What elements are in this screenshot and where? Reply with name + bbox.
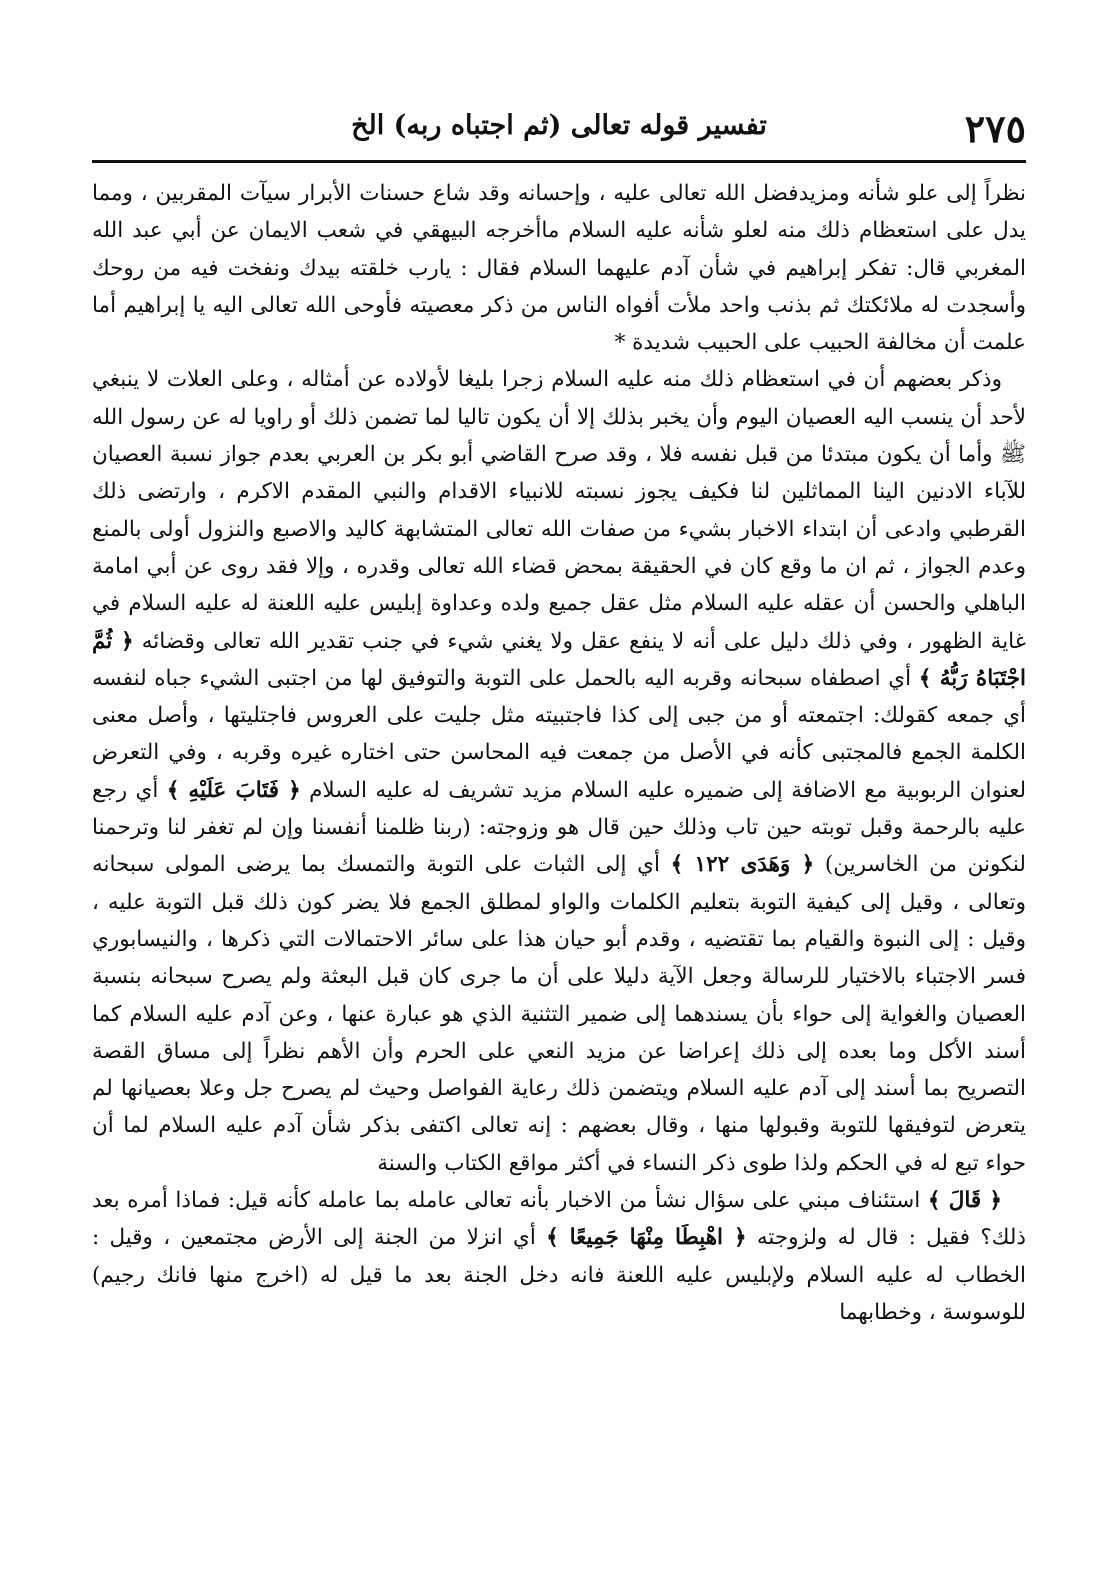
text-run: أي انزلا من الجنة إلى الأرض مجتمعين ، وقيل : الخطاب له عليه السلام ولإبليس عليه اللعنة فانه دخل الجنة بعد ما قيل له (اخرج منها فانك رجيم) للوسوسة ، وخطابهما: [92, 1225, 1026, 1325]
book-page: [92, 96, 1026, 1556]
quran-quote: ﴿ وَهَدَى ١٢٢ ﴾: [670, 852, 815, 878]
page-number: ٢٧٥: [964, 106, 1026, 151]
quran-quote: ﴿ ثُمَّ اجْتَبَاهُ رَبُّهُ ﴾: [92, 628, 1026, 691]
running-title: تفسير قوله تعالى (ثم اجتباه ربه) الخ: [351, 110, 767, 141]
text-run: استئناف مبني على سؤال نشأ من الاخبار بأنه تعالى عامله بما عامله كأنه قيل: فماذا أمره بعد ذلك؟ فقيل : قال له ولزوجته: [92, 1188, 1027, 1251]
text-run: أي رجع عليه بالرحمة وقبل توبته حين تاب وذلك حين قال هو وزوجته: (ربنا ظلمنا أنفسنا وإن لم تغفر لنا وترحمنا لنكونن من الخاسرين): [92, 777, 1026, 878]
paragraph: [92, 175, 1026, 361]
text-run: نظراً إلى علو شأنه ومزيدفضل الله تعالى عليه ، وإحسانه وقد شاع حسنات الأبرار سيآت المقربين ، ومما يدل على استعظام ذلك منه لعلو شأنه عليه السلام ماأخرجه البيهقي في شعب الايمان عن أبي عبد الله المغربي قال: تفكر إبراهيم في شأن آدم عليهما السلام فقال : يارب خلقته بيدك ونفخت فيه من روحك وأسجدت له ملائكتك ثم بذنب واحد ملأت أفواه الناس من ذكر معصيته فأوحى الله تعالى اليه يا إبراهيم أما علمت أن مخالفة الحبيب على الحبيب شديدة *: [92, 181, 1026, 356]
quran-quote: ﴿ قَالَ ﴾: [927, 1188, 1003, 1214]
body-text: [92, 175, 1026, 1331]
quran-quote: ﴿ فَتَابَ عَلَيْهِ ﴾: [166, 777, 301, 803]
text-run: وذكر بعضهم أن في استعظام ذلك منه عليه السلام زجرا بليغا لأولاده عن أمثاله ، وعلى العلات لا ينبغي لأحد أن ينسب اليه العصيان اليوم وأن يخبر بذلك إلا أن يكون تاليا لما تضمن ذلك أو راويا له عن رسول الله ﷺ وأما أن يكون مبتدئا من قبل نفسه فلا ، وقد صرح القاضي أبو بكر بن العربي بعدم جواز نسبة العصيان للآباء الادنين الينا المماثلين لنا فكيف يجوز نسبته للانبياء الاقدام والنبي المقدم الاكرم ، وارتضى ذلك القرطبي وادعى أن ابتداء الاخبار بشيء من صفات الله تعالى المتشابهة كاليد والاصبع والنزول أولى بالمنع وعدم الجواز ، ثم ان ما وقع كان في الحقيقة بمحض قضاء الله تعالى وقدره ، وإلا فقد روى عن أبي امامة الباهلي والحسن أن عقله عليه السلام مثل عقل جميع ولده وعداوة إبليس عليه اللعنة له عليه السلام في غاية الظهور ، وفي ذلك دليل على أنه لا ينفع عقل ولا يغني شيء في جنب تقدير الله تعالى وقضائه: [92, 367, 1026, 654]
page-header: [92, 96, 1026, 160]
paragraph: [92, 1182, 1026, 1331]
paragraph: [92, 361, 1026, 1182]
text-run: أي إلى الثبات على التوبة والتمسك بما يرضى المولى سبحانه وتعالى ، وقيل إلى كيفية التوبة بتعليم الكلمات والواو لمطلق الجمع فلا يضر كون ذلك قبل التوبة عليه ، وقيل : إلى النبوة والقيام بما تقتضيه ، وقدم أبو حيان هذا على سائر الاحتمالات التي ذكرها ، والنيسابوري فسر الاجتباء بالاختيار للرسالة وجعل الآية دليلا على أن ما جرى كان قبل البعثة ولم يصرح سبحانه بنسبة العصيان والغواية إلى حواء بأن يسندهما إلى ضمير التثنية الذي هو عبارة عنها ، وعن آدم عليه السلام كما أسند الأكل وما بعده إلى ذلك إعراضا عن مزيد النعي على الحرم وأن الأهم نظراً إلى مساق القصة التصريح بما أسند إلى آدم عليه السلام ويتضمن ذلك رعاية الفواصل وحيث لم يصرح جل وعلا بعصيانها لم يتعرض لتوفيقها للتوبة وقبولها منها ، وقال بعضهم : إنه تعالى اكتفى بذكر شأن آدم عليه السلام لما أن حواء تبع له في الحكم ولذا طوى ذكر النساء في أكثر مواقع الكتاب والسنة: [92, 852, 1026, 1176]
text-run: أي اصطفاه سبحانه وقربه اليه بالحمل على التوبة والتوفيق لها من اجتبى الشيء جباه لنفسه أي جمعه كقولك: اجتمعته أو من جبى إلى كذا فاجتبيته مثل جليت على العروس فاجتليتها ، وأصل معنى الكلمة الجمع فالمجتبى كأنه في الأصل من جمعت فيه المحاسن حتى اختاره غيره وقربه ، وفي التعرض لعنوان الربوبية مع الاضافة إلى ضميره عليه السلام مزيد تشريف له عليه السلام: [92, 665, 1026, 803]
quran-quote: ﴿ اهْبِطَا مِنْهَا جَمِيعًا ﴾: [546, 1225, 747, 1251]
header-rule: [92, 160, 1026, 163]
